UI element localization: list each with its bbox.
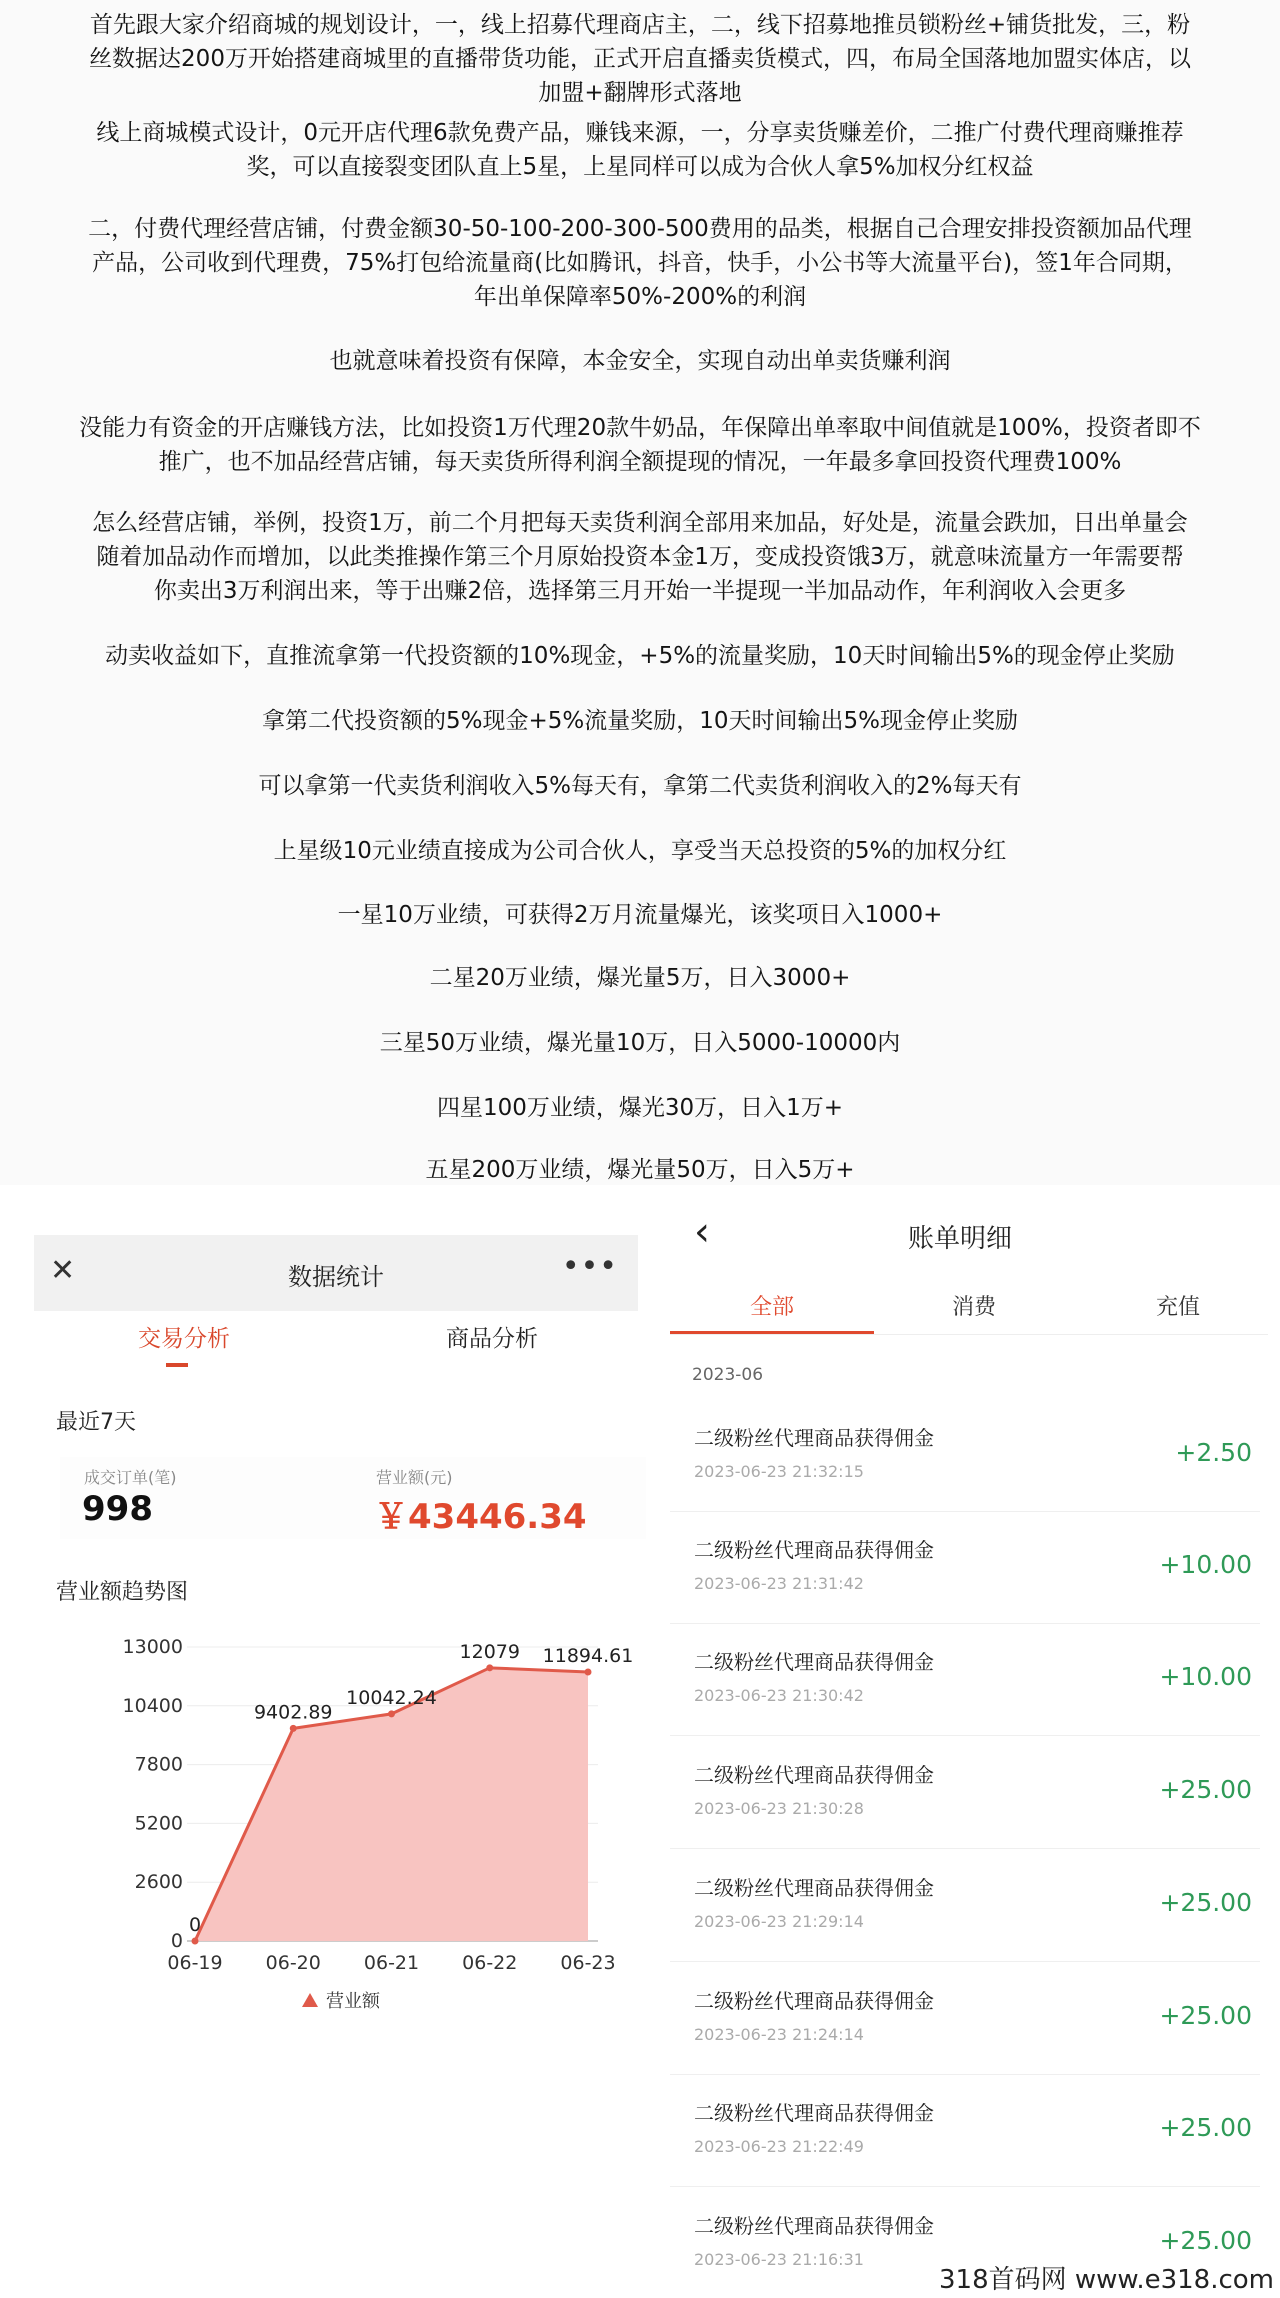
data-point (192, 1938, 199, 1945)
stats-title: 数据统计 (288, 1263, 384, 1291)
close-icon[interactable]: ✕ (50, 1253, 76, 1288)
doc-line: 随着加品动作而增加，以此类推操作第三个月原始投资本金1万，变成投资饿3万，就意味流量方一年需要帮 (96, 544, 1184, 570)
y-tick-label: 0 (170, 1930, 183, 1952)
bill-item-amount: +10.00 (1159, 1550, 1252, 1579)
data-point (486, 1664, 493, 1671)
bill-panel (660, 1185, 1280, 2298)
bill-item-time: 2023-06-23 21:22:49 (694, 2137, 864, 2156)
bill-item-name: 二级粉丝代理商品获得佣金 (694, 1650, 934, 1674)
bill-item-amount: +10.00 (1159, 1662, 1252, 1691)
x-tick-label: 06-23 (560, 1952, 616, 1974)
period-label: 最近7天 (56, 1410, 136, 1435)
doc-line: 产品，公司收到代理费，75%打包给流量商(比如腾讯，抖音，快手，小公书等大流量平台)，签1年合同期， (92, 250, 1188, 276)
doc-line: 加盟+翻牌形式落地 (538, 80, 742, 106)
doc-line: 你卖出3万利润出来，等于出赚2倍，选择第三月开始一半提现一半加品动作，年利润收入会更多 (153, 578, 1127, 604)
doc-line: 怎么经营店铺，举例，投资1万，前二个月把每天卖货利润全部用来加品，好处是，流量会跌加，日出单量会 (92, 510, 1188, 536)
bill-item-amount: +25.00 (1159, 1888, 1252, 1917)
bill-item-amount: +25.00 (1159, 2113, 1252, 2142)
x-tick-label: 06-21 (363, 1952, 420, 1974)
doc-line: 动卖收益如下，直推流拿第一代投资额的10%现金，+5%的流量奖励，10天时间输出5%的现金停止奖励 (105, 643, 1175, 669)
doc-line: 上星级10元业绩直接成为公司合伙人，享受当天总投资的5%的加权分红 (273, 838, 1007, 864)
x-tick-label: 06-19 (167, 1952, 223, 1974)
data-point (290, 1725, 297, 1732)
x-tick-label: 06-22 (462, 1952, 518, 1974)
revenue-value: ￥43446.34 (374, 1497, 587, 1537)
doc-line: 二，付费代理经营店铺，付费金额30-50-100-200-300-500费用的品类，根据自己合理安排投资额加品代理 (88, 216, 1192, 242)
watermark: 318首码网 www.e318.com (937, 2259, 1276, 2296)
doc-line: 可以拿第一代卖货利润收入5%每天有，拿第二代卖货利润收入的2%每天有 (258, 773, 1022, 799)
doc-line: 五星200万业绩，爆光量50万，日入5万+ (425, 1157, 855, 1183)
bill-item-amount: +25.00 (1159, 2001, 1252, 2030)
data-label: 10042.24 (346, 1686, 437, 1709)
bill-item-name: 二级粉丝代理商品获得佣金 (694, 1876, 934, 1900)
doc-line: 推广，也不加品经营店铺，每天卖货所得利润全额提现的情况，一年最多拿回投资代理费100% (158, 449, 1122, 475)
data-point (585, 1668, 592, 1675)
orders-card (60, 1457, 354, 1539)
bill-row[interactable] (670, 1850, 1260, 1962)
stats-panel (0, 1205, 660, 2298)
revenue-card (352, 1457, 646, 1539)
bill-item-time: 2023-06-23 21:29:14 (694, 1912, 864, 1931)
tab-all[interactable]: 全部 (749, 1295, 794, 1320)
doc-line: 年出单保障率50%-200%的利润 (473, 284, 807, 310)
bill-row[interactable] (670, 1512, 1260, 1624)
bill-item-amount: +2.50 (1175, 1438, 1252, 1467)
y-tick-label: 13000 (122, 1636, 183, 1658)
bill-item-name: 二级粉丝代理商品获得佣金 (694, 1763, 934, 1787)
doc-line: 丝数据达200万开始搭建商城里的直播带货功能，正式开启直播卖货模式，四，布局全国落地加盟实体店，以 (89, 46, 1191, 72)
doc-line: 四星100万业绩，爆光30万，日入1万+ (436, 1095, 844, 1121)
data-label: 11894.61 (542, 1644, 634, 1667)
y-tick-label: 7800 (134, 1753, 183, 1776)
bill-item-time: 2023-06-23 21:24:14 (694, 2025, 864, 2044)
doc-line: 线上商城模式设计，0元开店代理6款免费产品，赚钱来源，一，分享卖货赚差价，二推广付费代理商赚推荐 (96, 120, 1184, 146)
tab-trade-analysis[interactable]: 交易分析 (138, 1326, 230, 1352)
bill-row[interactable] (670, 1963, 1260, 2075)
bill-item-name: 二级粉丝代理商品获得佣金 (694, 1538, 934, 1562)
doc-line: 奖，可以直接裂变团队直上5星，上星同样可以成为合伙人拿5%加权分红权益 (246, 154, 1034, 180)
bill-item-name: 二级粉丝代理商品获得佣金 (694, 1426, 934, 1450)
bill-item-time: 2023-06-23 21:32:15 (694, 1462, 864, 1481)
bill-item-amount: +25.00 (1159, 2226, 1252, 2255)
bill-row[interactable] (670, 2075, 1260, 2187)
bill-item-time: 2023-06-23 21:31:42 (694, 1574, 864, 1593)
more-icon[interactable]: ••• (561, 1249, 618, 1284)
doc-line: 一星10万业绩，可获得2万月流量爆光，该奖项日入1000+ (337, 902, 943, 928)
revenue-label: 营业额(元) (376, 1468, 453, 1487)
doc-line: 二星20万业绩，爆光量5万，日入3000+ (429, 965, 851, 991)
bill-item-time: 2023-06-23 21:30:42 (694, 1686, 864, 1705)
doc-line: 没能力有资金的开店赚钱方法，比如投资1万代理20款牛奶品，年保障出单率取中间值就是100%，投资者即不 (79, 415, 1201, 441)
data-point (388, 1710, 395, 1717)
month-header: 2023-06 (692, 1365, 764, 1385)
bill-item-name: 二级粉丝代理商品获得佣金 (694, 2101, 934, 2125)
doc-line: 也就意味着投资有保障，本金安全，实现自动出单卖货赚利润 (329, 348, 951, 374)
stats-header (34, 1235, 638, 1311)
tab-spending[interactable]: 消费 (951, 1295, 996, 1320)
bill-item-name: 二级粉丝代理商品获得佣金 (694, 2214, 934, 2238)
bill-item-name: 二级粉丝代理商品获得佣金 (694, 1989, 934, 2013)
trend-title: 营业额趋势图 (56, 1580, 189, 1605)
divider (670, 1334, 1268, 1335)
bill-row[interactable] (670, 1737, 1260, 1849)
orders-label: 成交订单(笔) (84, 1468, 177, 1487)
active-tab-indicator (166, 1363, 188, 1367)
y-tick-label: 5200 (134, 1812, 183, 1835)
bill-item-time: 2023-06-23 21:30:28 (694, 1799, 864, 1818)
bill-row[interactable] (670, 1624, 1260, 1736)
data-label: 12079 (459, 1640, 520, 1663)
doc-line: 首先跟大家介绍商城的规划设计，一，线上招募代理商店主，二，线下招募地推员锁粉丝+铺货批发，三，粉 (89, 12, 1191, 38)
bill-title: 账单明细 (907, 1224, 1012, 1254)
x-tick-label: 06-20 (265, 1952, 321, 1974)
y-tick-label: 2600 (134, 1871, 183, 1894)
orders-value: 998 (82, 1489, 153, 1529)
bill-item-amount: +25.00 (1159, 1775, 1252, 1804)
bill-row[interactable] (670, 1400, 1260, 1512)
doc-line: 三星50万业绩，爆光量10万，日入5000-10000内 (379, 1030, 901, 1056)
data-label: 9402.89 (253, 1701, 333, 1724)
doc-line: 拿第二代投资额的5%现金+5%流量奖励，10天时间输出5%现金停止奖励 (261, 708, 1018, 734)
bill-item-time: 2023-06-23 21:16:31 (694, 2250, 864, 2269)
data-label: 0 (188, 1914, 202, 1936)
chevron-left-icon[interactable]: ‹ (694, 1209, 710, 1255)
tab-product-analysis[interactable]: 商品分析 (446, 1326, 538, 1352)
legend-label: 营业额 (326, 1991, 380, 2012)
tab-recharge[interactable]: 充值 (1155, 1295, 1200, 1320)
y-tick-label: 10400 (122, 1694, 183, 1717)
revenue-trend-chart (50, 1615, 640, 2235)
legend-marker (302, 1993, 318, 2007)
